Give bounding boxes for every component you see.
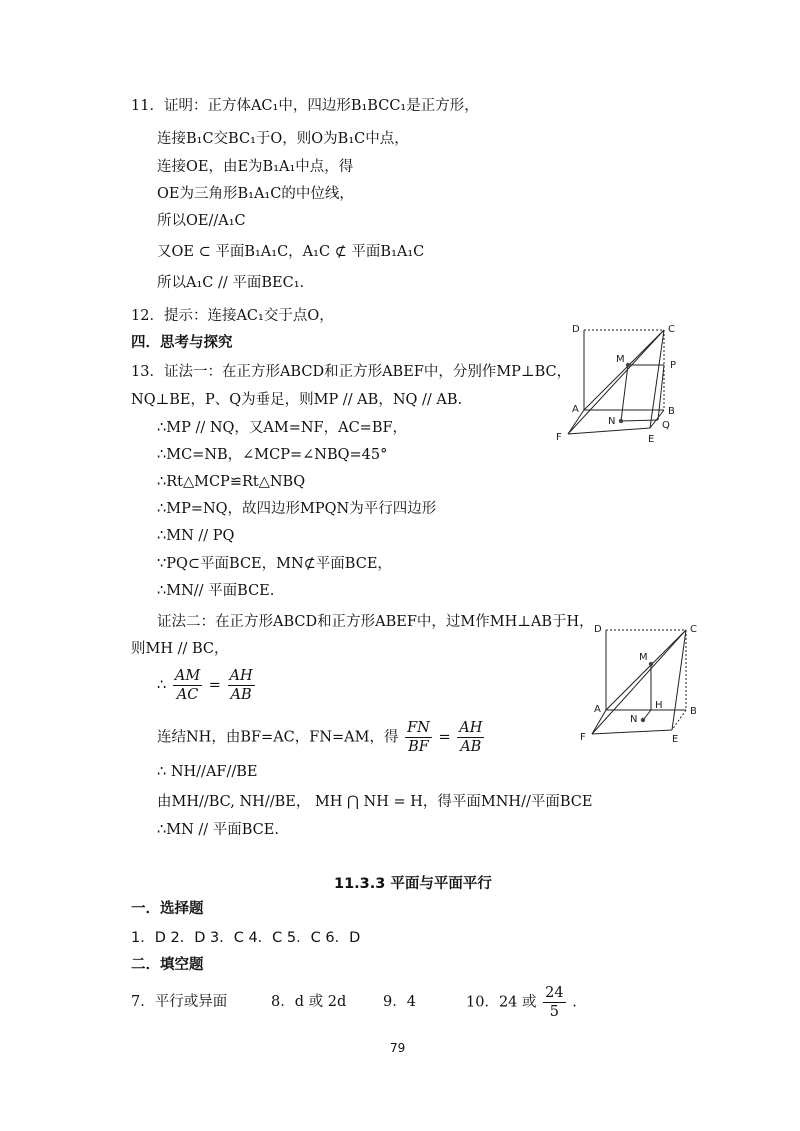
fig2-label-n: N <box>630 714 638 725</box>
fig1-label-b: B <box>668 406 675 417</box>
line-mh-parallel-bc: 则MH // BC， <box>131 641 229 657</box>
fig1-label-a: A <box>572 404 579 415</box>
numerator: AH <box>459 720 483 736</box>
line-midline: OE为三角形B₁A₁C的中位线， <box>157 186 354 202</box>
line-mp-parallel-nq: ∴MP // NQ，又AM=NF，AC=BF， <box>157 420 408 436</box>
line-12-hint: 12．提示：连接AC₁交于点O， <box>131 308 334 324</box>
line-11-proof: 11．证明：正方体AC₁中，四边形B₁BCC₁是正方形， <box>131 98 479 114</box>
fraction-am-ac <box>173 667 202 704</box>
line-parallelogram: ∴MP=NQ，故四边形MPQN为平行四边形 <box>157 501 437 517</box>
section-title: 11.3.3 平面与平面平行 <box>334 876 492 892</box>
line-mc-eq-nb: ∴MC=NB，∠MCP=∠NBQ=45° <box>157 447 388 463</box>
line-so-oe-parallel: 所以OE//A₁C <box>157 213 246 229</box>
numerator: AH <box>229 668 253 684</box>
line-mn-parallel-pq: ∴MN // PQ <box>157 528 235 544</box>
equals-sign: = <box>208 677 221 694</box>
line-connect-oe: 连接OE，由E为B₁A₁中点，得 <box>157 159 354 175</box>
period: . <box>572 994 577 1011</box>
fig2-label-c: C <box>690 624 697 635</box>
fill-answer-10 <box>466 984 577 1021</box>
fig1-label-e: E <box>648 434 655 445</box>
fig2-label-e: E <box>672 734 679 743</box>
fill-answer-8: 8．d 或 2d <box>271 994 347 1010</box>
line-plane-mnh: 由MH//BC, NH//BE， MH ⋂ NH = H，得平面MNH//平面BCE <box>157 794 593 810</box>
figure-method-2 <box>580 618 710 743</box>
fill-answer-9: 9．4 <box>383 994 416 1010</box>
equals-sign: = <box>438 729 451 746</box>
line-congruent: ∴Rt△MCP≌Rt△NBQ <box>157 474 306 490</box>
heading-fill-blank: 二．填空题 <box>131 957 204 973</box>
fig2-label-f: F <box>580 732 586 743</box>
fig1-label-n: N <box>608 416 616 427</box>
line-method2: 证法二：在正方形ABCD和正方形ABEF中，过M作MH⊥AB于H， <box>157 614 594 630</box>
denominator: AB <box>230 687 252 703</box>
numerator: AM <box>174 668 201 684</box>
fig2-label-d: D <box>594 624 602 635</box>
line-pq-in-plane: ∵PQ⊂平面BCE，MN⊄平面BCE， <box>157 556 392 572</box>
fig1-label-p: P <box>670 360 677 371</box>
fraction-24-5 <box>543 984 565 1021</box>
equation-am-ac <box>157 667 257 704</box>
connect-nh-text: 连结NH，由BF=AC，FN=AM，得 <box>157 729 399 746</box>
numerator: 24 <box>545 985 564 1001</box>
line-13-method1: 13．证法一：在正方形ABCD和正方形ABEF中，分别作MP⊥BC， <box>131 364 572 380</box>
fraction-fn-bf <box>405 719 432 756</box>
fill-answer-7: 7．平行或异面 <box>131 994 228 1010</box>
denominator: AB <box>460 739 482 755</box>
page-number: 79 <box>390 1041 406 1055</box>
choice-answers: 1．D 2．D 3．C 4．C 5．C 6．D <box>131 930 361 946</box>
line-mn-parallel-plane: ∴MN// 平面BCE. <box>157 583 275 599</box>
heading-choice: 一．选择题 <box>131 901 204 917</box>
fig1-label-m: M <box>616 354 625 365</box>
line-nh-af-be: ∴ NH//AF//BE <box>157 764 258 780</box>
line-conclusion-11: 所以A₁C // 平面BEC₁. <box>157 275 305 291</box>
fraction-ah-ab <box>228 667 255 704</box>
denominator: 5 <box>549 1004 559 1020</box>
fig1-label-c: C <box>668 324 675 335</box>
fig1-label-d: D <box>572 324 580 335</box>
answer-10-text: 10．24 或 <box>466 994 537 1011</box>
line-final-conclusion: ∴MN // 平面BCE. <box>157 822 279 838</box>
heading-thinking-exploration: 四．思考与探究 <box>131 335 233 351</box>
line-oe-in-plane: 又OE ⊂ 平面B₁A₁C，A₁C ⊄ 平面B₁A₁C <box>157 244 425 260</box>
fig2-label-b: B <box>690 706 697 717</box>
fig2-label-m: M <box>639 652 648 663</box>
fig1-label-q: Q <box>662 420 670 431</box>
fraction-ah-ab-2 <box>457 719 484 756</box>
line-connect-b1c: 连接B₁C交BC₁于O，则O为B₁C中点， <box>157 131 409 147</box>
numerator: FN <box>407 720 430 736</box>
denominator: BF <box>408 739 429 755</box>
equation-fn-bf <box>157 719 486 756</box>
figure-method-1 <box>550 318 700 448</box>
line-nq-perp: NQ⊥BE，P、Q为垂足，则MP // AB，NQ // AB. <box>131 392 463 408</box>
fig1-label-f: F <box>556 432 562 443</box>
fig2-label-a: A <box>594 704 601 715</box>
therefore-symbol: ∴ <box>157 677 167 694</box>
denominator: AC <box>176 687 199 703</box>
fig2-label-h: H <box>655 700 663 711</box>
